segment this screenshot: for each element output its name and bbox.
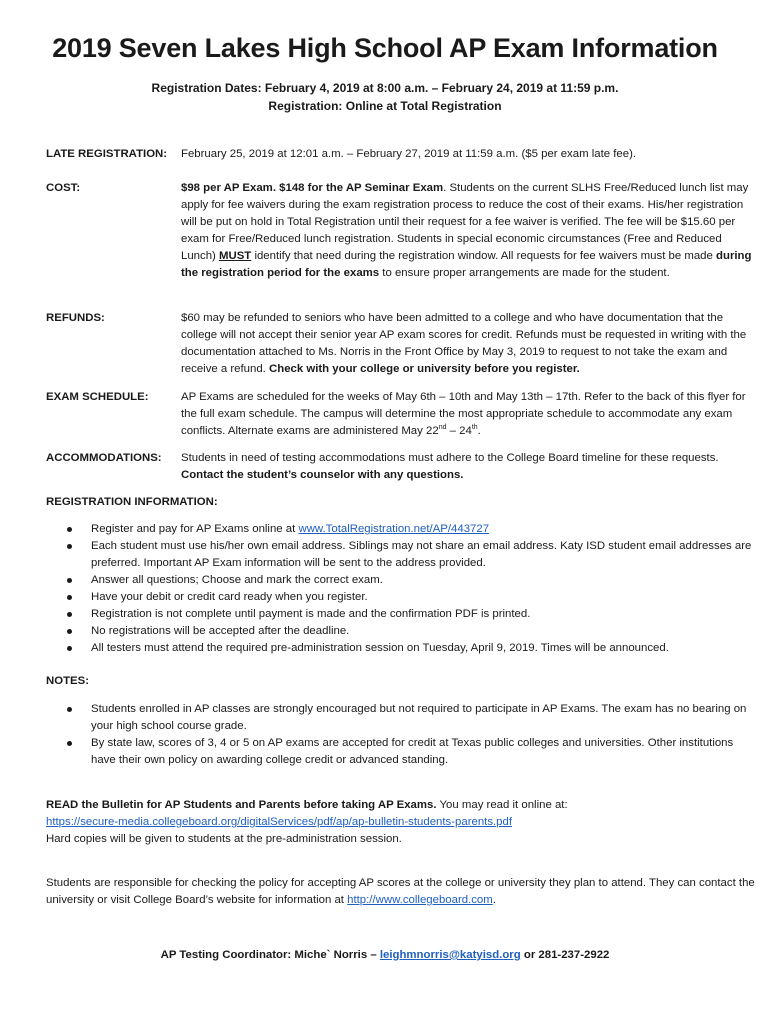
- policy-section: [46, 875, 756, 909]
- notes-heading: NOTES:: [46, 675, 90, 687]
- list-item: [46, 521, 756, 538]
- exam-schedule-text: [181, 389, 753, 440]
- refunds-bold: Check with your college or university before you register.: [269, 363, 580, 375]
- exam-schedule-section: [46, 389, 756, 440]
- accommodations-label: ACCOMMODATIONS:: [46, 452, 162, 464]
- cost-section: [46, 180, 756, 282]
- exam-schedule-label: EXAM SCHEDULE:: [46, 391, 149, 403]
- accommodations-section: [46, 450, 756, 484]
- schedule-end: .: [477, 425, 481, 437]
- list-item: All testers must attend the required pre-administration session on Tuesday, April 9, 2019. Times will be announced.: [46, 640, 756, 657]
- schedule-sup-nd: nd: [438, 424, 447, 432]
- refunds-text: [181, 310, 753, 378]
- refunds-label: REFUNDS:: [46, 312, 105, 324]
- cost-text: [181, 180, 753, 282]
- refunds-body: $60 may be refunded to seniors who have been admitted to a college and who have documentation that the college will not accept their senior year AP exam scores for credit. Refunds must be requested in writing with the documentation attached to Ms. Norris in the Front Office by May 3, 2019 to request to not take the exam and receive a refund.: [181, 312, 747, 375]
- list-item: By state law, scores of 3, 4 or 5 on AP exams are accepted for credit at Texas public colleges and universities. Other institutions have their own policy on awarding college credit or advanced standing.: [46, 735, 756, 769]
- accommodations-body: Students in need of testing accommodations must adhere to the College Board timeline for these requests.: [181, 452, 719, 464]
- coordinator-footer: [0, 947, 770, 964]
- bulletin-link[interactable]: https://secure-media.collegeboard.org/digitalServices/pdf/ap/ap-bulletin-students-parents.pdf: [46, 816, 513, 828]
- late-registration-label: LATE REGISTRATION:: [46, 148, 168, 160]
- bulletin-text: You may read it online at:: [436, 799, 568, 811]
- cost-price-bold: $98 per AP Exam. $148 for the AP Seminar Exam: [181, 182, 444, 194]
- bulletin-bold: READ the Bulletin for AP Students and Parents before taking AP Exams.: [46, 799, 437, 811]
- schedule-mid: – 24: [446, 425, 472, 437]
- list-item: No registrations will be accepted after the deadline.: [46, 623, 756, 640]
- page-title: 2019 Seven Lakes High School AP Exam Information: [52, 33, 718, 63]
- bulletin-line: [46, 797, 756, 814]
- notes-list: [46, 701, 756, 769]
- registration-info-list: [46, 521, 756, 657]
- cost-text-part3: to ensure proper arrangements are made for the student.: [379, 267, 670, 279]
- list-item: Students enrolled in AP classes are strongly encouraged but not required to participate in AP Exams. The exam has no bearing on your high school course grade.: [46, 701, 756, 735]
- policy-text: Students are responsible for checking the policy for accepting AP scores at the college or university they plan to attend. They can contact the university or visit College Board’s website for information at: [46, 877, 755, 906]
- bulletin-section: [46, 797, 756, 848]
- list-item: Registration is not complete until payment is made and the confirmation PDF is printed.: [46, 606, 756, 623]
- cost-period-bold: during the registration period for the exams: [181, 250, 752, 279]
- list-item-text: Register and pay for AP Exams online at: [91, 523, 299, 535]
- list-item: Answer all questions; Choose and mark the correct exam.: [46, 572, 756, 589]
- cost-must: MUST: [219, 250, 252, 262]
- late-registration-section: [46, 146, 756, 163]
- footer-prefix: AP Testing Coordinator: Miche` Norris –: [160, 949, 380, 961]
- cost-text-part2: identify that need during the registration window. All requests for fee waivers must be made: [251, 250, 717, 262]
- accommodations-bold: Contact the student’s counselor with any questions.: [181, 469, 464, 481]
- total-registration-link[interactable]: www.TotalRegistration.net/AP/443727: [298, 523, 490, 535]
- registration-info-heading: REGISTRATION INFORMATION:: [46, 496, 218, 508]
- hard-copies-text: Hard copies will be given to students at the pre-administration session.: [46, 833, 402, 845]
- registration-dates: Registration Dates: February 4, 2019 at 8:00 a.m. – February 24, 2019 at 11:59 p.m.: [151, 81, 619, 95]
- schedule-sup-th: th: [471, 424, 478, 432]
- cost-text-part1: . Students on the current SLHS Free/Reduced lunch list may apply for fee waivers during the exam registration process to reduce the cost of their exams. His/her registration will be put on hold in Total Registration until their request for a fee waiver is verified. The fee will be $15.60 per exam for Free/Reduced lunch registration. Students in special economic circumstances (Free and Reduced Lunch): [181, 182, 749, 262]
- list-item: Have your debit or credit card ready when you register.: [46, 589, 756, 606]
- list-item: Each student must use his/her own email address. Siblings may not share an email address. Katy ISD student email addresses are preferred. Important AP Exam information will be sent to the address provided.: [46, 538, 756, 572]
- policy-end: .: [492, 894, 496, 906]
- schedule-body: AP Exams are scheduled for the weeks of May 6th – 10th and May 13th – 17th. Refer to the back of this flyer for the full exam schedule. The campus will determine the most appropriate schedule to accommodate any exam conflicts. Alternate exams are administered May 22: [181, 391, 746, 437]
- refunds-section: [46, 310, 756, 378]
- coordinator-email-link[interactable]: leighmnorris@katyisd.org: [379, 949, 521, 961]
- late-registration-text: February 25, 2019 at 12:01 a.m. – February 27, 2019 at 11:59 a.m. ($5 per exam late fee).: [181, 148, 637, 160]
- cost-label: COST:: [46, 182, 81, 194]
- accommodations-text: [181, 450, 753, 484]
- footer-suffix: or 281-237-2922: [520, 949, 610, 961]
- collegeboard-link[interactable]: http://www.collegeboard.com: [347, 894, 493, 906]
- registration-online: Registration: Online at Total Registration: [268, 99, 502, 113]
